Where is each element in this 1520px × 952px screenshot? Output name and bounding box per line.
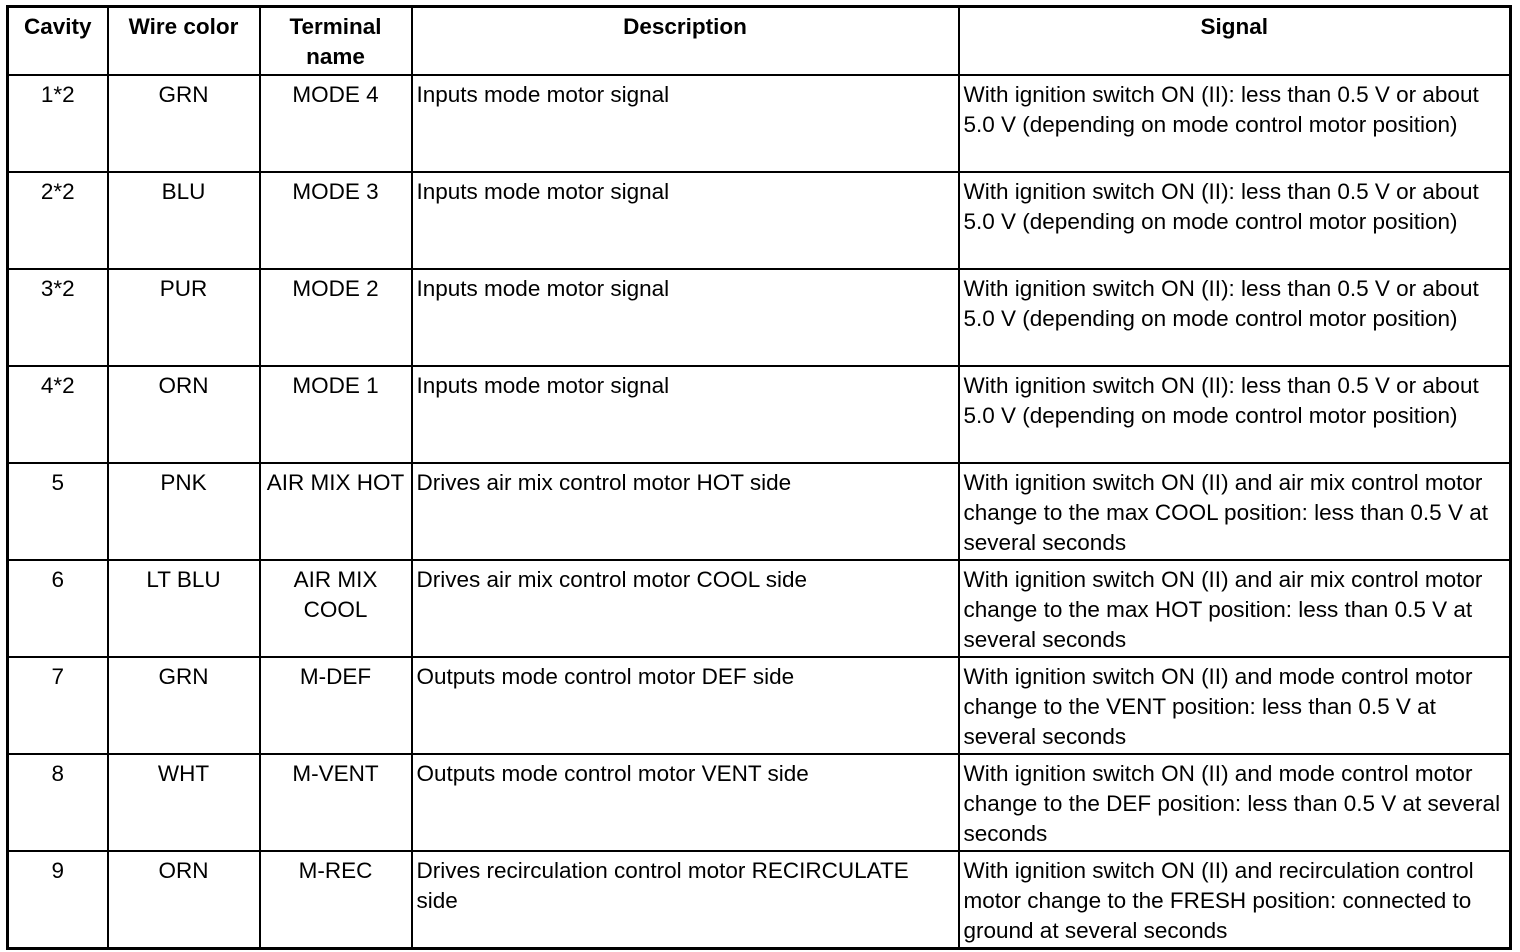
description-cell: Outputs mode control motor DEF side <box>412 657 959 754</box>
table-row <box>8 269 1511 366</box>
wire-color-cell: GRN <box>108 657 260 754</box>
table-row <box>8 754 1511 851</box>
wire-color-cell: BLU <box>108 172 260 269</box>
terminal-name-cell: M-REC <box>260 851 412 949</box>
signal-cell: With ignition switch ON (II) and air mix control motor change to the max COOL position: less than 0.5 V at several seconds <box>959 463 1511 560</box>
wire-color-cell: GRN <box>108 75 260 172</box>
terminal-name-cell: MODE 4 <box>260 75 412 172</box>
description-cell: Drives recirculation control motor RECIRCULATE side <box>412 851 959 949</box>
table-row <box>8 172 1511 269</box>
description-cell: Drives air mix control motor COOL side <box>412 560 959 657</box>
table-row <box>8 560 1511 657</box>
signal-cell: With ignition switch ON (II): less than 0.5 V or about 5.0 V (depending on mode control motor position) <box>959 366 1511 463</box>
signal-cell: With ignition switch ON (II) and mode control motor change to the DEF position: less than 0.5 V at several seconds <box>959 754 1511 851</box>
header-cavity: Cavity <box>8 7 108 76</box>
header-row <box>8 7 1511 76</box>
cavity-cell: 3*2 <box>8 269 108 366</box>
terminal-name-cell: M-VENT <box>260 754 412 851</box>
wire-color-cell: PNK <box>108 463 260 560</box>
wire-color-cell: ORN <box>108 366 260 463</box>
wire-color-cell: PUR <box>108 269 260 366</box>
description-cell: Drives air mix control motor HOT side <box>412 463 959 560</box>
terminal-name-cell: M-DEF <box>260 657 412 754</box>
cavity-cell: 8 <box>8 754 108 851</box>
cavity-cell: 5 <box>8 463 108 560</box>
description-cell: Outputs mode control motor VENT side <box>412 754 959 851</box>
signal-cell: With ignition switch ON (II) and air mix control motor change to the max HOT position: less than 0.5 V at several seconds <box>959 560 1511 657</box>
header-description: Description <box>412 7 959 76</box>
table-row <box>8 463 1511 560</box>
description-cell: Inputs mode motor signal <box>412 366 959 463</box>
description-cell: Inputs mode motor signal <box>412 75 959 172</box>
terminal-name-cell: MODE 1 <box>260 366 412 463</box>
cavity-cell: 2*2 <box>8 172 108 269</box>
table-row <box>8 75 1511 172</box>
signal-cell: With ignition switch ON (II): less than 0.5 V or about 5.0 V (depending on mode control motor position) <box>959 75 1511 172</box>
cavity-cell: 1*2 <box>8 75 108 172</box>
description-cell: Inputs mode motor signal <box>412 269 959 366</box>
wire-color-cell: ORN <box>108 851 260 949</box>
signal-cell: With ignition switch ON (II): less than 0.5 V or about 5.0 V (depending on mode control motor position) <box>959 269 1511 366</box>
signal-cell: With ignition switch ON (II) and recirculation control motor change to the FRESH position: connected to ground at several seconds <box>959 851 1511 949</box>
signal-cell: With ignition switch ON (II): less than 0.5 V or about 5.0 V (depending on mode control motor position) <box>959 172 1511 269</box>
terminal-name-cell: AIR MIX HOT <box>260 463 412 560</box>
cavity-cell: 4*2 <box>8 366 108 463</box>
table-row <box>8 851 1511 949</box>
header-wire-color: Wire color <box>108 7 260 76</box>
connector-terminal-table <box>6 5 1512 950</box>
cavity-cell: 7 <box>8 657 108 754</box>
table-row <box>8 366 1511 463</box>
wire-color-cell: WHT <box>108 754 260 851</box>
cavity-cell: 9 <box>8 851 108 949</box>
cavity-cell: 6 <box>8 560 108 657</box>
header-terminal-name: Terminal name <box>260 7 412 76</box>
header-signal: Signal <box>959 7 1511 76</box>
terminal-name-cell: AIR MIX COOL <box>260 560 412 657</box>
terminal-name-cell: MODE 3 <box>260 172 412 269</box>
signal-cell: With ignition switch ON (II) and mode control motor change to the VENT position: less than 0.5 V at several seconds <box>959 657 1511 754</box>
wire-color-cell: LT BLU <box>108 560 260 657</box>
description-cell: Inputs mode motor signal <box>412 172 959 269</box>
table-row <box>8 657 1511 754</box>
terminal-name-cell: MODE 2 <box>260 269 412 366</box>
